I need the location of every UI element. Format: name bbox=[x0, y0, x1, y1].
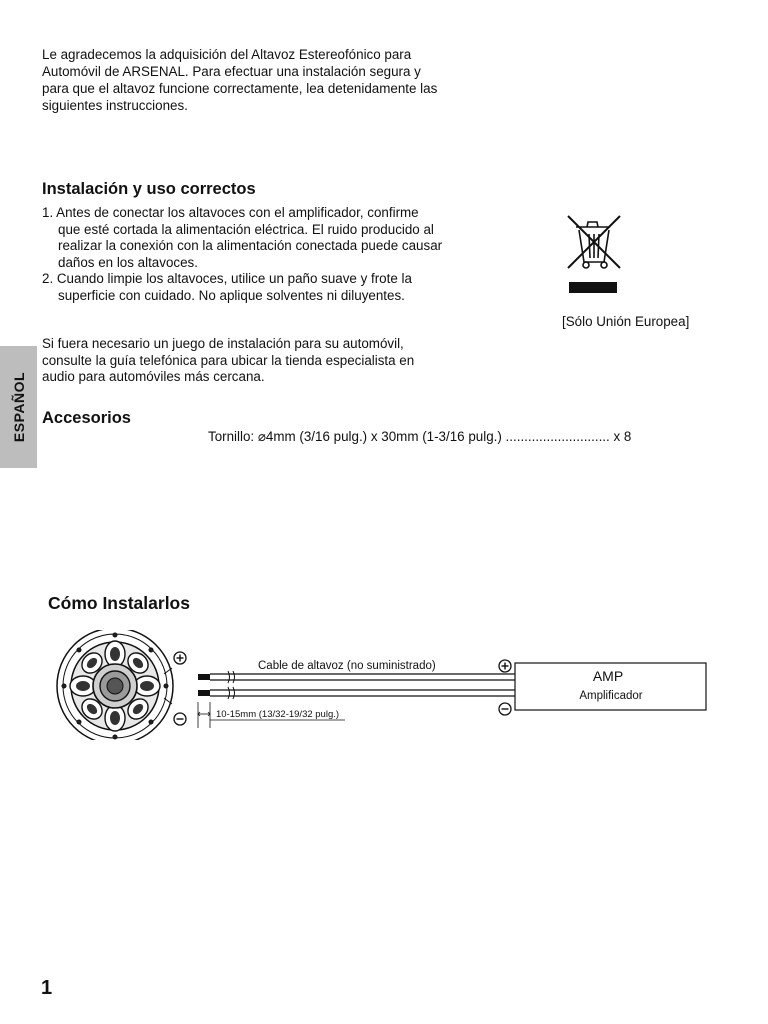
amp-subtitle: Amplificador bbox=[579, 690, 643, 702]
intro-line: siguientes instrucciones. bbox=[42, 98, 188, 113]
amp-plus-icon bbox=[499, 660, 511, 672]
cable-label: Cable de altavoz (no suministrado) bbox=[258, 660, 436, 672]
speaker-plus-icon bbox=[174, 652, 186, 664]
installation-heading: Instalación y uso correctos bbox=[42, 180, 256, 198]
list-item bbox=[42, 271, 512, 304]
dealer-note bbox=[42, 336, 512, 386]
intro-line: Le agradecemos la adquisición del Altavoz Estereofónico para bbox=[42, 47, 412, 62]
list-item-line: que esté cortada la alimentación eléctrica. El ruido producido al bbox=[58, 221, 434, 237]
installation-list bbox=[42, 205, 512, 305]
list-item-line: daños en los altavoces. bbox=[58, 254, 198, 270]
eu-only-note: [Sólo Unión Europea] bbox=[562, 314, 690, 329]
strip-length-label: 10-15mm (13/32-19/32 pulg.) bbox=[216, 709, 340, 720]
accessories-screw-line: Tornillo: ⌀4mm (3/16 pulg.) x 30mm (1-3/16 pulg.) ............................ x 8 bbox=[208, 429, 632, 444]
page-number: 1 bbox=[41, 977, 53, 999]
dealer-note-line: audio para automóviles más cercana. bbox=[42, 369, 265, 385]
list-item-line: superficie con cuidado. No aplique solventes ni diluyentes. bbox=[58, 287, 405, 303]
list-item bbox=[42, 205, 512, 271]
list-item-line: 2. Cuando limpie los altavoces, utilice un paño suave y frote la bbox=[42, 271, 412, 287]
intro-line: Automóvil de ARSENAL. Para efectuar una instalación segura y bbox=[42, 64, 421, 79]
language-tab bbox=[0, 346, 37, 468]
list-item-line: realizar la conexión con la alimentación conectada puede causar bbox=[58, 238, 443, 254]
crossed-bin-icon bbox=[560, 210, 630, 296]
howto-heading: Cómo Instalarlos bbox=[48, 593, 190, 613]
dealer-note-line: Si fuera necesario un juego de instalación para su automóvil, bbox=[42, 336, 404, 351]
language-tab-label: ESPAÑOL bbox=[10, 371, 27, 443]
speaker-illustration bbox=[57, 630, 173, 740]
speaker-minus-icon bbox=[174, 713, 186, 725]
wiring-diagram bbox=[40, 630, 720, 740]
amp-minus-icon bbox=[499, 703, 511, 715]
intro-line: para que el altavoz funcione correctamente, lea detenidamente las bbox=[42, 81, 438, 96]
amp-title: AMP bbox=[592, 668, 624, 684]
accessories-heading: Accesorios bbox=[42, 409, 131, 427]
intro-paragraph bbox=[42, 46, 512, 114]
dealer-note-line: consulte la guía telefónica para ubicar la tienda especialista en bbox=[42, 352, 415, 368]
list-item-line: 1. Antes de conectar los altavoces con el amplificador, confirme bbox=[42, 205, 419, 220]
